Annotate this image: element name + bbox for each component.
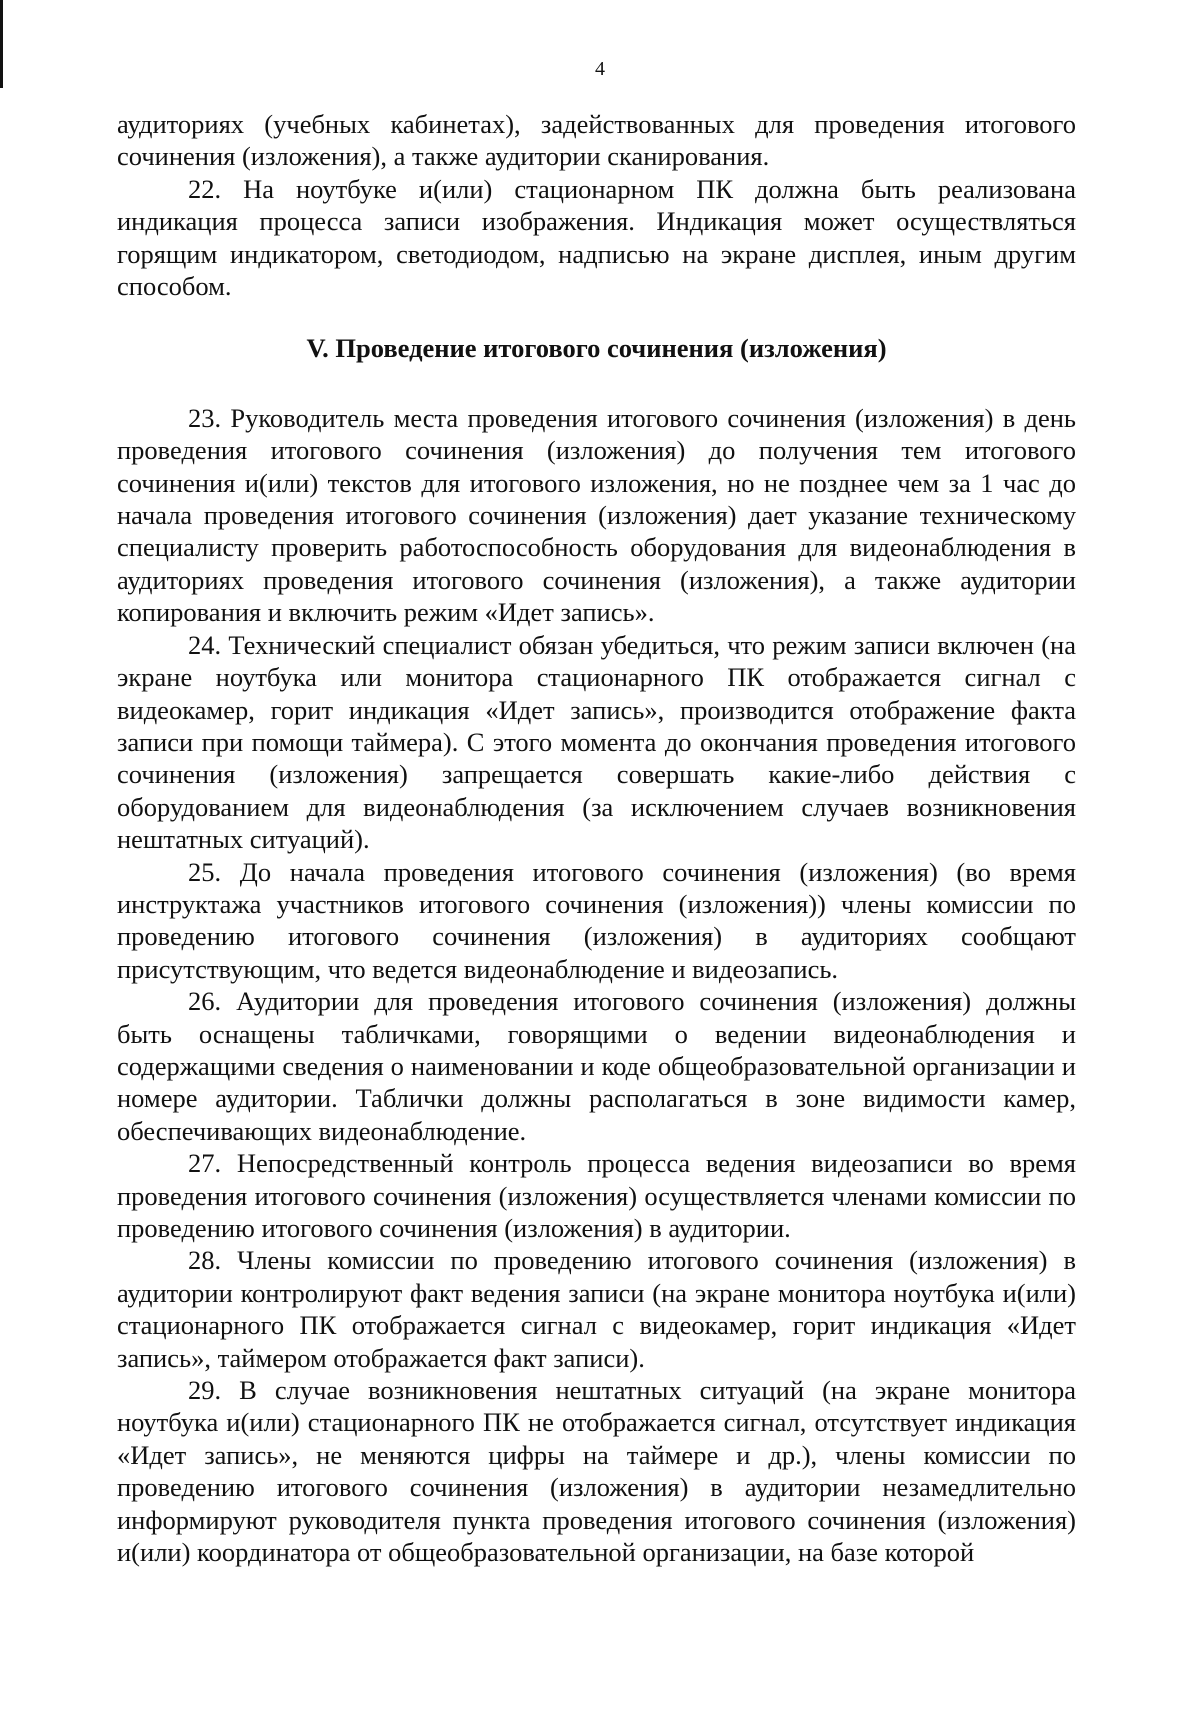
paragraph-22: 22. На ноутбуке и(или) стационарном ПК должна быть реализована индикация процесса записи изображения. Индикация может осуществляться горящим индикатором, светодиодом, надписью на экране дисплея, иным другим способом.: [117, 173, 1076, 302]
section-heading: V. Проведение итогового сочинения (изложения): [306, 333, 887, 364]
continuation-paragraph: аудиториях (учебных кабинетах), задействованных для проведения итогового сочинения (изложения), а также аудитории сканирования.: [117, 109, 1076, 172]
page-number: 4: [595, 58, 605, 80]
paragraph-23: 23. Руководитель места проведения итогового сочинения (изложения) в день проведения итогового сочинения (изложения) до получения тем итогового сочинения и(или) текстов для итогового изложения, но не позднее чем за 1 час до начала проведения итогового сочинения (изложения) дает указание техническому специалисту проверить работоспособность оборудования для видеонаблюдения в аудиториях проведения итогового сочинения (изложения), а также аудитории копирования и включить режим «Идет запись».: [117, 402, 1076, 628]
paragraph-28: 28. Члены комиссии по проведению итогового сочинения (изложения) в аудитории контролируют факт ведения записи (на экране монитора ноутбука и(или) стационарного ПК отображается сигнал с видеокамер, горит индикация «Идет запись», таймером отображается факт записи).: [117, 1245, 1076, 1373]
paragraph-27: 27. Непосредственный контроль процесса ведения видеозаписи во время проведения итогового сочинения (изложения) осуществляется членами комиссии по проведению итогового сочинения (изложения) в аудитории.: [117, 1148, 1076, 1243]
document-body: [117, 108, 1076, 1568]
paragraph-29: 29. В случае возникновения нештатных ситуаций (на экране монитора ноутбука и(или) стационарного ПК не отображается сигнал, отсутствует индикация «Идет запись», не меняются цифры на таймере и др.), члены комиссии по проведению итогового сочинения (изложения) в аудитории незамедлительно информируют руководителя пункта проведения итогового сочинения (изложения) и(или) координатора от общеобразовательной организации, на базе которой: [117, 1375, 1076, 1568]
paragraph-25: 25. До начала проведения итогового сочинения (изложения) (во время инструктажа участников итогового сочинения (изложения)) члены комиссии по проведению итогового сочинения (изложения) в аудиториях сообщают присутствующим, что ведется видеонаблюдение и видеозапись.: [117, 856, 1076, 984]
paragraph-24: 24. Технический специалист обязан убедиться, что режим записи включен (на экране ноутбука или монитора стационарного ПК отображается сигнал с видеокамер, горит индикация «Идет запись», производится отображение факта записи при помощи таймера). С этого момента до окончания проведения итогового сочинения (изложения) запрещается совершать какие-либо действия с оборудованием для видеонаблюдения (за исключением случаев возникновения нештатных ситуаций).: [117, 629, 1076, 855]
paragraph-26: 26. Аудитории для проведения итогового сочинения (изложения) должны быть оснащены табличками, говорящими о ведении видеонаблюдения и содержащими сведения о наименовании и коде общеобразовательной организации и номере аудитории. Таблички должны располагаться в зоне видимости камер, обеспечивающих видеонаблюдение.: [117, 986, 1076, 1146]
